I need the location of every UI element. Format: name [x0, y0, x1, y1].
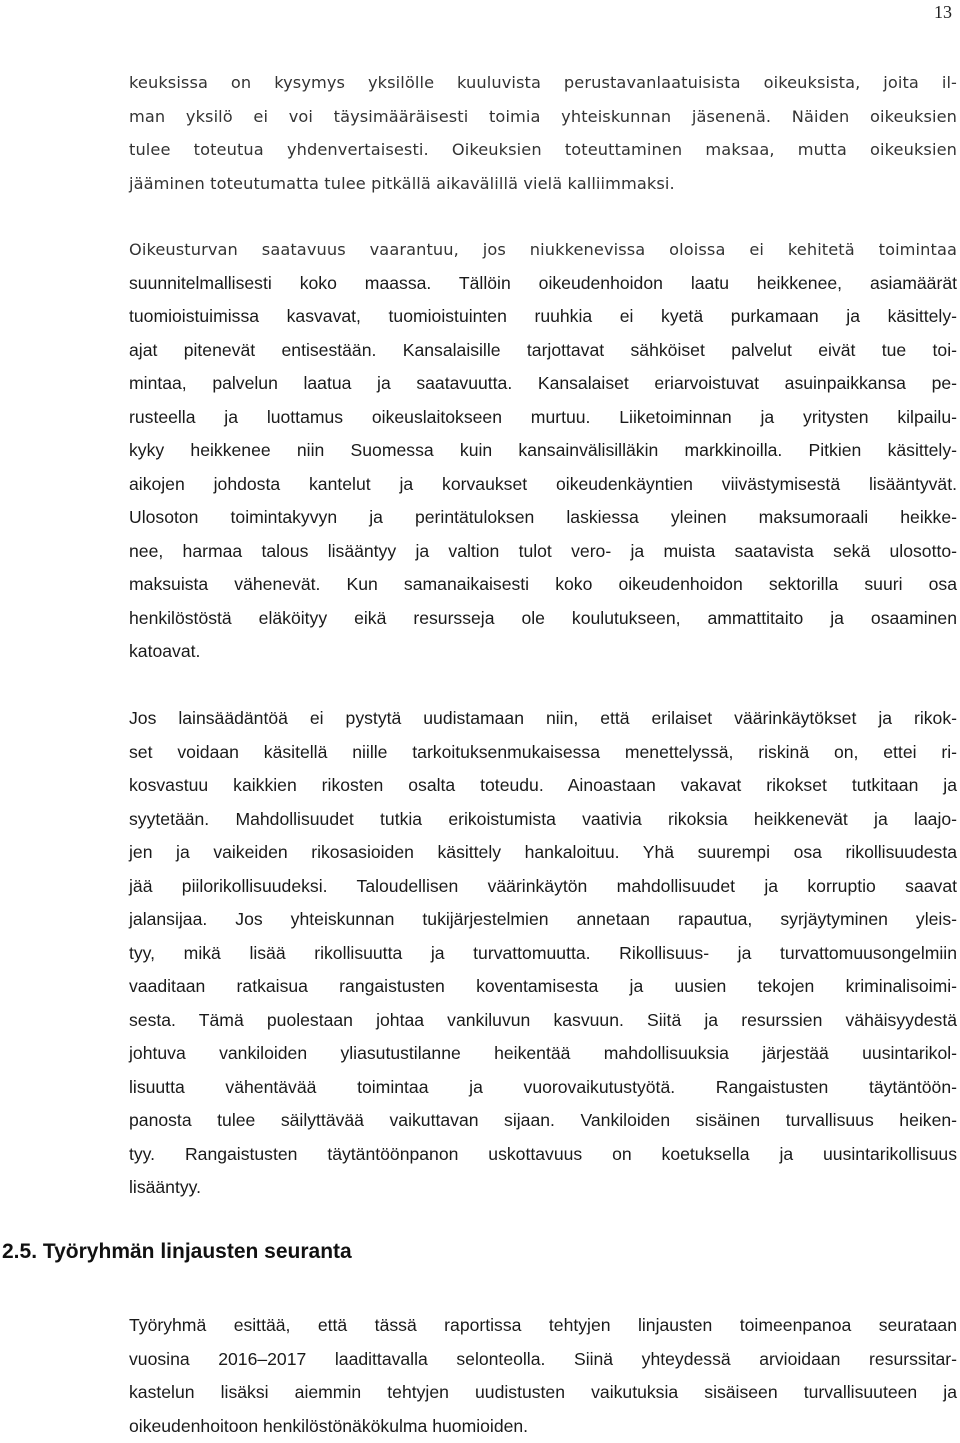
text-line: keuksissa on kysymys yksilölle kuuluvista perustavanlaatuisista oikeuksista, joita il- — [129, 66, 957, 100]
text-line: jalansijaa. Jos yhteiskunnan tukijärjestelmien annetaan rapautua, syrjäytyminen yleis- — [129, 903, 957, 937]
text-line: Oikeusturvan saatavuus vaarantuu, jos niukkenevissa oloissa ei kehitetä toimintaa — [129, 233, 957, 267]
text-line: jää piilorikollisuudeksi. Taloudellisen väärinkäytön mahdollisuudet ja korruptio saavat — [129, 870, 957, 904]
text-line: sesta. Tämä puolestaan johtaa vankiluvun kasvuun. Siitä ja resurssien vähäisyydestä — [129, 1004, 957, 1038]
paragraph-intro-continuation — [129, 66, 957, 200]
text-line: man yksilö ei voi täysimääräisesti toimia yhteiskunnan jäsenenä. Näiden oikeuksien — [129, 100, 957, 134]
text-line: ajat pitenevät entisestään. Kansalaisille tarjottavat sähköiset palvelut eivät tue toi- — [129, 334, 957, 368]
text-line: kastelun lisäksi aiemmin tehtyjen uudistusten vaikutuksia sisäiseen turvallisuuteen ja — [129, 1376, 957, 1410]
text-line: Jos lainsäädäntöä ei pystytä uudistamaan niin, että erilaiset väärinkäytökset ja rikok- — [129, 702, 957, 736]
text-line: katoavat. — [129, 635, 957, 669]
text-line: lisääntyy. — [129, 1171, 957, 1205]
paragraph-follow-up — [129, 1309, 957, 1443]
text-line: rusteella ja luottamus oikeuslaitokseen murtuu. Liiketoiminnan ja yritysten kilpailu- — [129, 401, 957, 435]
text-line: tuomioistuimissa kasvavat, tuomioistuinten ruuhkia ei kyetä purkamaan ja käsittely- — [129, 300, 957, 334]
text-line: nee, harmaa talous lisääntyy ja valtion tulot vero- ja muista saatavista sekä ulosotto- — [129, 535, 957, 569]
text-line: kosvastuu kaikkien rikosten osalta toteudu. Ainoastaan vakavat rikokset tutkitaan ja — [129, 769, 957, 803]
text-line: tyy, mikä lisää rikollisuutta ja turvattomuutta. Rikollisuus- ja turvattomuusongelmiin — [129, 937, 957, 971]
text-line: johtuva vankiloiden yliasutustilanne heikentää mahdollisuuksia järjestää uusintarikol- — [129, 1037, 957, 1071]
text-line: vuosina 2016–2017 laadittavalla selonteolla. Siinä yhteydessä arvioidaan resurssitar- — [129, 1343, 957, 1377]
text-line: Työryhmä esittää, että tässä raportissa tehtyjen linjausten toimeenpanoa seurataan — [129, 1309, 957, 1343]
text-line: panosta tulee säilyttävää vaikuttavan sijaan. Vankiloiden sisäinen turvallisuus heiken- — [129, 1104, 957, 1138]
paragraph-legal-protection — [129, 233, 957, 669]
text-line: kyky heikkenee niin Suomessa kuin kansainvälisilläkin markkinoilla. Pitkien käsittely- — [129, 434, 957, 468]
text-line: vaaditaan ratkaisua rangaistusten koventamisesta ja uusien tekojen kriminalisoimi- — [129, 970, 957, 1004]
paragraph-legislation — [129, 702, 957, 1205]
text-line: jen ja vaikeiden rikosasioiden käsittely hankaloituu. Yhä suurempi osa rikollisuudesta — [129, 836, 957, 870]
text-line: Ulosoton toimintakyvyn ja perintätuloksen laskiessa yleinen maksumoraali heikke- — [129, 501, 957, 535]
text-line: mintaa, palvelun laatua ja saatavuutta. Kansalaiset eriarvoistuvat asuinpaikkansa pe- — [129, 367, 957, 401]
text-line: set voidaan käsitellä niille tarkoituksenmukaisessa menettelyssä, riskinä on, ettei ri- — [129, 736, 957, 770]
text-line: tulee toteutua yhdenvertaisesti. Oikeuksien toteuttaminen maksaa, mutta oikeuksien — [129, 133, 957, 167]
text-line: tyy. Rangaistusten täytäntöönpanon uskottavuus on koetuksella ja uusintarikollisuus — [129, 1138, 957, 1172]
section-heading: 2.5. Työryhmän linjausten seuranta — [2, 1240, 352, 1264]
text-line: maksuista vähenevät. Kun samanaikaisesti koko oikeudenhoidon sektorilla suuri osa — [129, 568, 957, 602]
text-line: henkilöstöstä eläköityy eikä resursseja ole koulutukseen, ammattitaito ja osaaminen — [129, 602, 957, 636]
text-line: jääminen toteutumatta tulee pitkällä aikavälillä vielä kalliimmaksi. — [129, 167, 957, 201]
text-line: syytetään. Mahdollisuudet tutkia erikoistumista vaativia rikoksia heikkenevät ja laajo- — [129, 803, 957, 837]
page-number: 13 — [934, 2, 952, 23]
text-line: lisuutta vähentävää toimintaa ja vuorovaikutustyötä. Rangaistusten täytäntöön- — [129, 1071, 957, 1105]
text-line: aikojen johdosta kantelut ja korvaukset oikeudenkäyntien viivästymisestä lisääntyvät. — [129, 468, 957, 502]
text-line: suunnitelmallisesti koko maassa. Tällöin oikeudenhoidon laatu heikkenee, asiamäärät — [129, 267, 957, 301]
text-line: oikeudenhoitoon henkilöstönäkökulma huomioiden. — [129, 1410, 957, 1443]
